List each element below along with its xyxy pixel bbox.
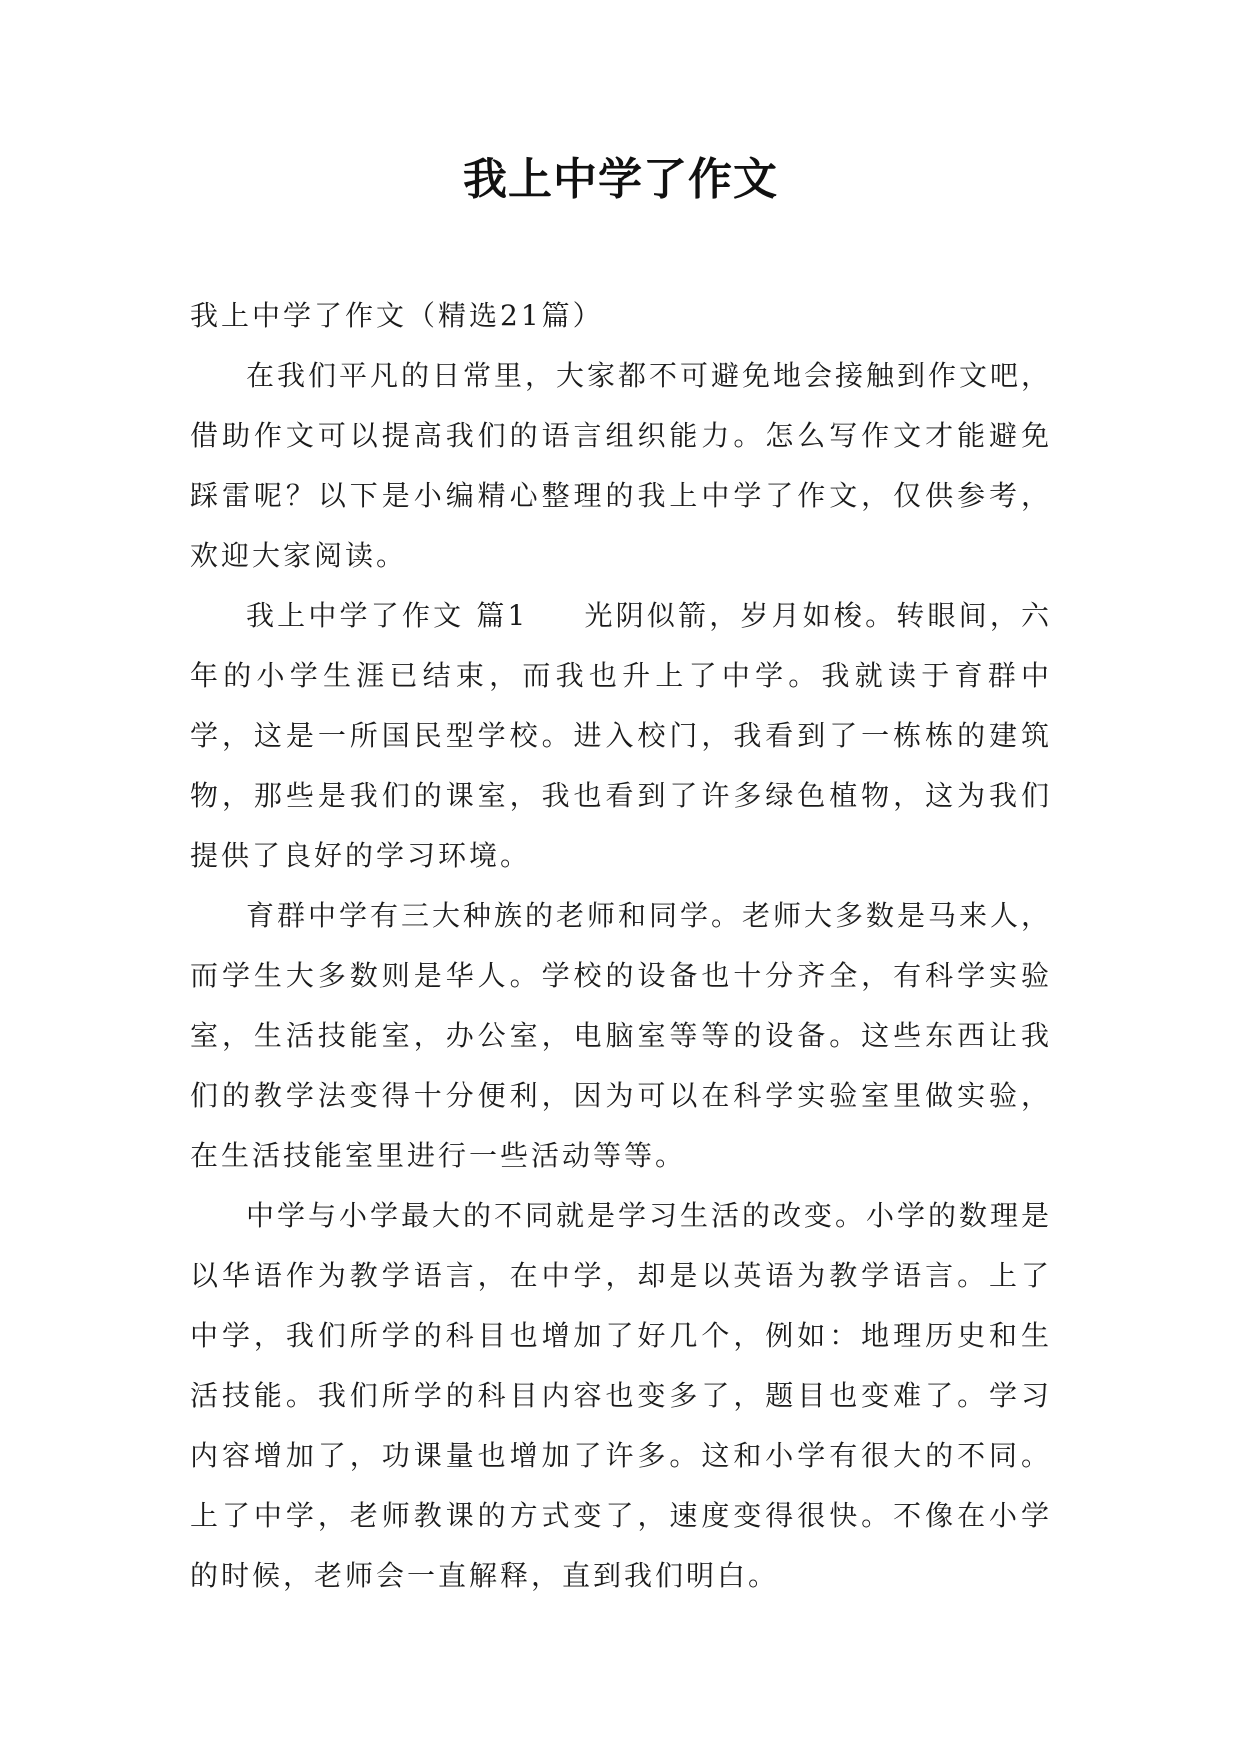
intro-paragraph: 在我们平凡的日常里，大家都不可避免地会接触到作文吧，借助作文可以提高我们的语言组织能力。怎么写作文才能避免踩雷呢？以下是小编精心整理的我上中学了作文，仅供参考，欢迎大家阅读。 — [190, 359, 1053, 572]
section-1-paragraph-2: 育群中学有三大种族的老师和同学。老师大多数是马来人，而学生大多数则是华人。学校的设备也十分齐全，有科学实验室，生活技能室，办公室，电脑室等等的设备。这些东西让我们的教学法变得十分便利，因为可以在科学实验室里做实验，在生活技能室里进行一些活动等等。 — [190, 899, 1053, 1172]
section-1-first-paragraph — [190, 586, 1052, 886]
document-subtitle: 我上中学了作文（精选21篇） — [190, 299, 604, 332]
section-1-paragraph-3: 中学与小学最大的不同就是学习生活的改变。小学的数理是以华语作为教学语言，在中学，却是以英语为教学语言。上了中学，我们所学的科目也增加了好几个，例如：地理历史和生活技能。我们所学的科目内容也变多了，题目也变难了。学习内容增加了，功课量也增加了许多。这和小学有很大的不同。上了中学，老师教课的方式变了，速度变得很快。不像在小学的时候，老师会一直解释，直到我们明白。 — [190, 1199, 1053, 1592]
section-1-heading: 我上中学了作文 篇1 — [246, 599, 529, 632]
document-body — [190, 286, 1052, 1606]
document-title: 我上中学了作文 — [463, 154, 778, 205]
section-1-paragraph-1: 光阴似箭，岁月如梭。转眼间，六年的小学生涯已结束，而我也升上了中学。我就读于育群中学，这是一所国民型学校。进入校门，我看到了一栋栋的建筑物，那些是我们的课室，我也看到了许多绿色植物，这为我们提供了良好的学习环境。 — [190, 599, 1052, 872]
